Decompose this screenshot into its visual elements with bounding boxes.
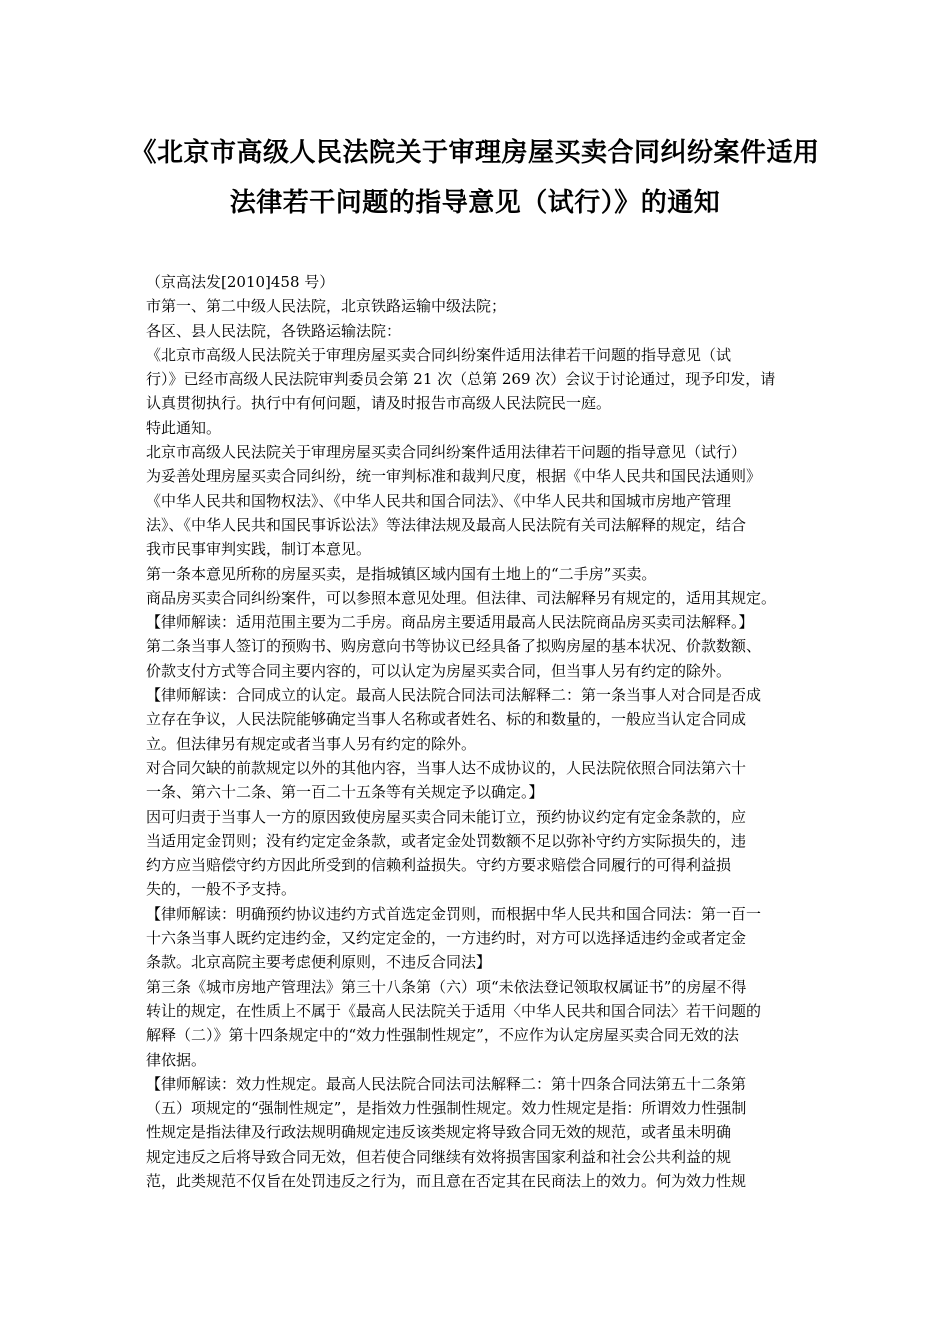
lawyer-note-line: 性规定是指法律及行政法规明确规定违反该类规定将导致合同无效的规范，或者虽未明确 [146,1123,732,1142]
title-line-2: 法律若干问题的指导意见（试行）》的通知 [229,188,721,218]
lawyer-note-line: 【律师解读：适用范围主要为二手房。商品房主要适用最高人民法院商品房买卖司法解释。】 [146,613,754,632]
section-heading: 北京市高级人民法院关于审理房屋买卖合同纠纷案件适用法律若干问题的指导意见（试行） [146,443,747,462]
body-line: 我市民事审判实践，制订本意见。 [146,540,372,559]
lawyer-note-line: 规定违反之后将导致合同无效，但若使合同继续有效将损害国家利益和社会公共利益的规 [146,1147,732,1166]
body-line: 《中华人民共和国物权法》、《中华人民共和国合同法》、《中华人民共和国城市房地产管理 [146,491,732,510]
body-line: 转让的规定，在性质上不属于《最高人民法院关于适用〈中华人民共和国合同法〉若干问题的 [146,1001,762,1020]
body-line: 解释（二）》第十四条规定中的“效力性强制性规定”，不应作为认定房屋买卖合同无效的法 [146,1026,739,1045]
body-line: 认真贯彻执行。执行中有何问题，请及时报告市高级人民法院民一庭。 [146,394,612,413]
document-body [146,270,820,1193]
lawyer-note-line: 对合同欠缺的前款规定以外的其他内容，当事人达不成协议的，人民法院依照合同法第六十 [146,758,747,777]
lawyer-note-line: 立。但法律另有规定或者当事人另有约定的除外。 [146,734,477,753]
lawyer-note-line: 条款。北京高院主要考虑便利原则，不违反合同法】 [146,953,492,972]
addressee-line: 市第一、第二中级人民法院，北京铁路运输中级法院； [146,297,507,316]
lawyer-note-line: 范，此类规范不仅旨在处罚违反之行为，而且意在否定其在民商法上的效力。何为效力性规 [146,1171,747,1190]
article-line: 第一条本意见所称的房屋买卖，是指城镇区域内国有土地上的“二手房”买卖。 [146,564,657,583]
body-line: 当适用定金罚则；没有约定定金条款，或者定金处罚数额不足以弥补守约方实际损失的，违 [146,831,747,850]
body-line: 《北京市高级人民法院关于审理房屋买卖合同纠纷案件适用法律若干问题的指导意见（试 [146,345,732,364]
lawyer-note-line: 立存在争议，人民法院能够确定当事人名称或者姓名、标的和数量的，一般应当认定合同成 [146,710,747,729]
article-line: 第二条当事人签订的预购书、购房意向书等协议已经具备了拟购房屋的基本状况、价款数额、 [146,637,762,656]
body-line: 约方应当赔偿守约方因此所受到的信赖利益损失。守约方要求赔偿合同履行的可得利益损 [146,856,732,875]
article-line: 第三条《城市房地产管理法》第三十八条第（六）项“未依法登记领取权属证书”的房屋不得 [146,977,747,996]
body-line: 失的，一般不予支持。 [146,880,297,899]
lawyer-note-line: 【律师解读：明确预约协议违约方式首选定金罚则，而根据中华人民共和国合同法：第一百一 [146,904,762,923]
document-title [130,128,820,228]
body-line: 法》、《中华人民共和国民事诉讼法》等法律法规及最高人民法院有关司法解释的规定，结合 [146,515,747,534]
lawyer-note-line: 一条、第六十二条、第一百二十五条等有关规定予以确定。】 [146,783,544,802]
body-line: 价款支付方式等合同主要内容的，可以认定为房屋买卖合同，但当事人另有约定的除外。 [146,661,732,680]
title-line-1: 《北京市高级人民法院关于审理房屋买卖合同纠纷案件适用 [130,138,820,168]
lawyer-note-line: （五）项规定的“强制性规定”，是指效力性强制性规定。效力性规定是指：所谓效力性强制 [146,1099,747,1118]
body-line: 商品房买卖合同纠纷案件，可以参照本意见处理。但法律、司法解释另有规定的，适用其规定。 [146,588,777,607]
doc-number: （京高法发[2010]458 号） [146,273,335,291]
body-line: 为妥善处理房屋买卖合同纠纷，统一审判标准和裁判尺度，根据《中华人民共和国民法通则》 [146,467,762,486]
body-line: 因可归责于当事人一方的原因致使房屋买卖合同未能订立，预约协议约定有定金条款的，应 [146,807,747,826]
body-line: 特此通知。 [146,418,222,437]
lawyer-note-line: 十六条当事人既约定违约金，又约定定金的，一方违约时，对方可以选择适违约金或者定金 [146,929,747,948]
lawyer-note-line: 【律师解读：合同成立的认定。最高人民法院合同法司法解释二：第一条当事人对合同是否成 [146,686,762,705]
body-line: 行）》已经市高级人民法院审判委员会第 21 次（总第 269 次）会议于讨论通过，现予印发，请 [146,370,776,389]
body-line: 律依据。 [146,1050,207,1069]
lawyer-note-line: 【律师解读：效力性规定。最高人民法院合同法司法解释二：第十四条合同法第五十二条第 [146,1074,747,1093]
addressee-line: 各区、县人民法院，各铁路运输法院： [146,321,402,340]
